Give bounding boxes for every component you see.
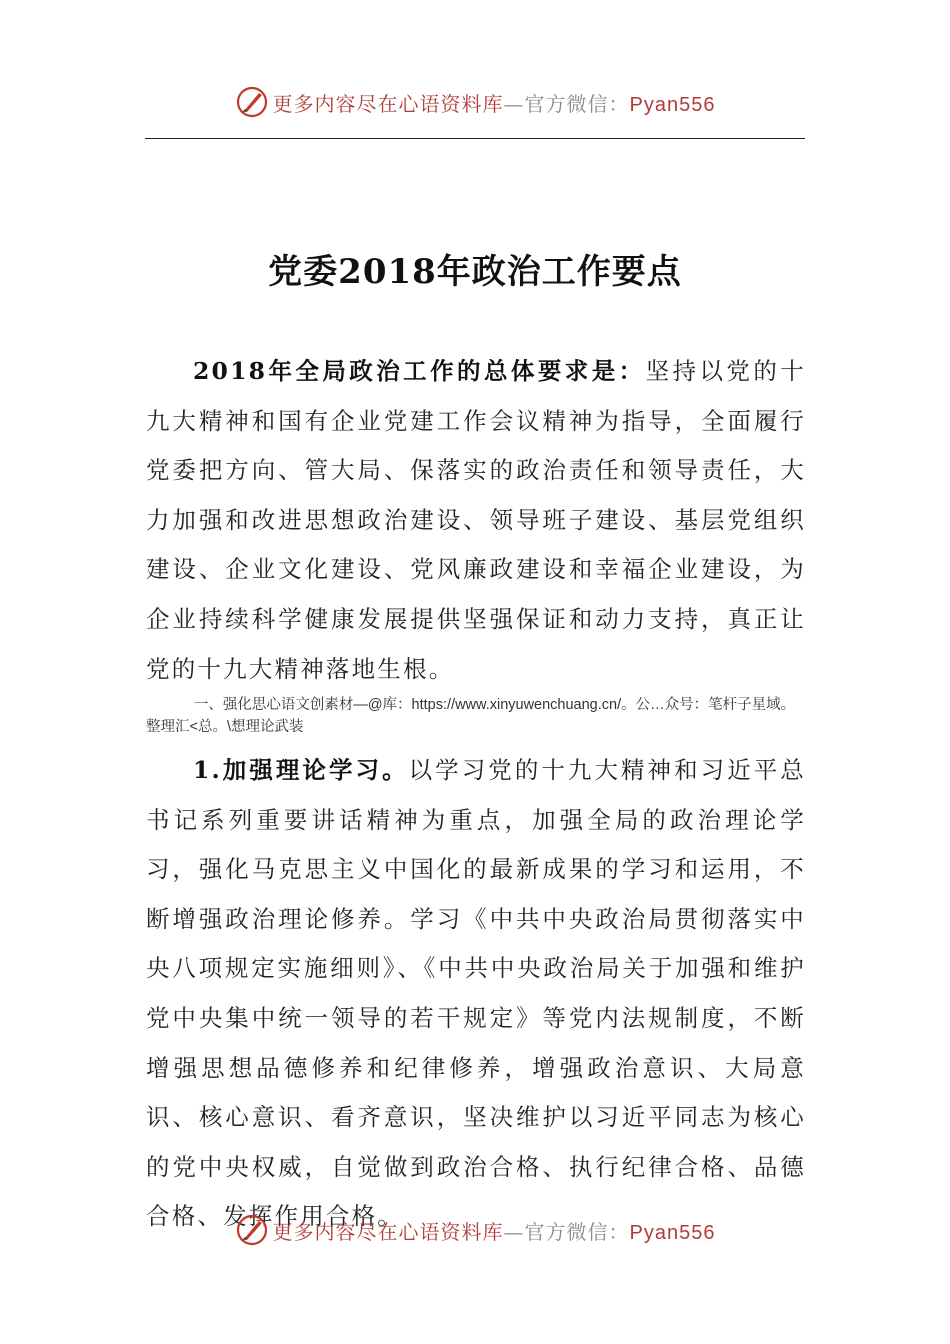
quill-logo-icon (235, 85, 269, 119)
header-divider (145, 138, 805, 139)
document-title: 党委2018年政治工作要点 (268, 252, 682, 292)
banner-text (273, 1216, 716, 1245)
item-1-lead: 1.加强理论学习。 (193, 756, 409, 784)
section-heading-note: 一、强化思心语文创素材—@库：https://www.xinyuwenchuang.cn/。公…众号：笔杆子星域。整理汇<总。\想理论武装 (146, 697, 796, 735)
banner-text-dash: —官方微信： (503, 1219, 630, 1244)
item-1-body: 以学习党的十九大精神和习近平总书记系列重要讲话精神为重点，加强全局的政治理论学习，强化马克思主义中国化的最新成果的学习和运用，不断增强政治理论修养。学习《中共中央政治局贯彻落实中央八项规定实施细则》、《中共中央政治局关于加强和维护党中央集中统一领导的若干规定》等党内法规制度，不断增强思想品德修养和纪律修养，增强政治意识、大局意识、核心意识、看齐意识，坚决维护以习近平同志为核心的党中央权威，自觉做到政治合格、执行纪律合格、品德合格、发挥作用合格。 (146, 756, 806, 1231)
quill-logo-icon (235, 1213, 269, 1247)
footer-banner (0, 1210, 950, 1250)
banner-text-cn: 更多内容尽在心语资料库 (272, 1219, 504, 1244)
intro-lead: 2018年全局政治工作的总体要求是： (193, 357, 646, 385)
banner-wechat-id: Pyan556 (629, 1221, 716, 1244)
header-banner (0, 82, 950, 122)
banner-text-cn: 更多内容尽在心语资料库 (272, 91, 504, 116)
intro-paragraph (146, 347, 806, 694)
banner-wechat-id: Pyan556 (629, 93, 716, 116)
item-1-paragraph (146, 746, 806, 1242)
banner-text (273, 88, 716, 117)
intro-body: 坚持以党的十九大精神和国有企业党建工作会议精神为指导，全面履行党委把方向、管大局、保落实的政治责任和领导责任，大力加强和改进思想政治建设、领导班子建设、基层党组织建设、企业文化建设、党风廉政建设和幸福企业建设，为企业持续科学健康发展提供坚强保证和动力支持，真正让党的十九大精神落地生根。 (146, 357, 806, 683)
banner-text-dash: —官方微信： (503, 91, 630, 116)
